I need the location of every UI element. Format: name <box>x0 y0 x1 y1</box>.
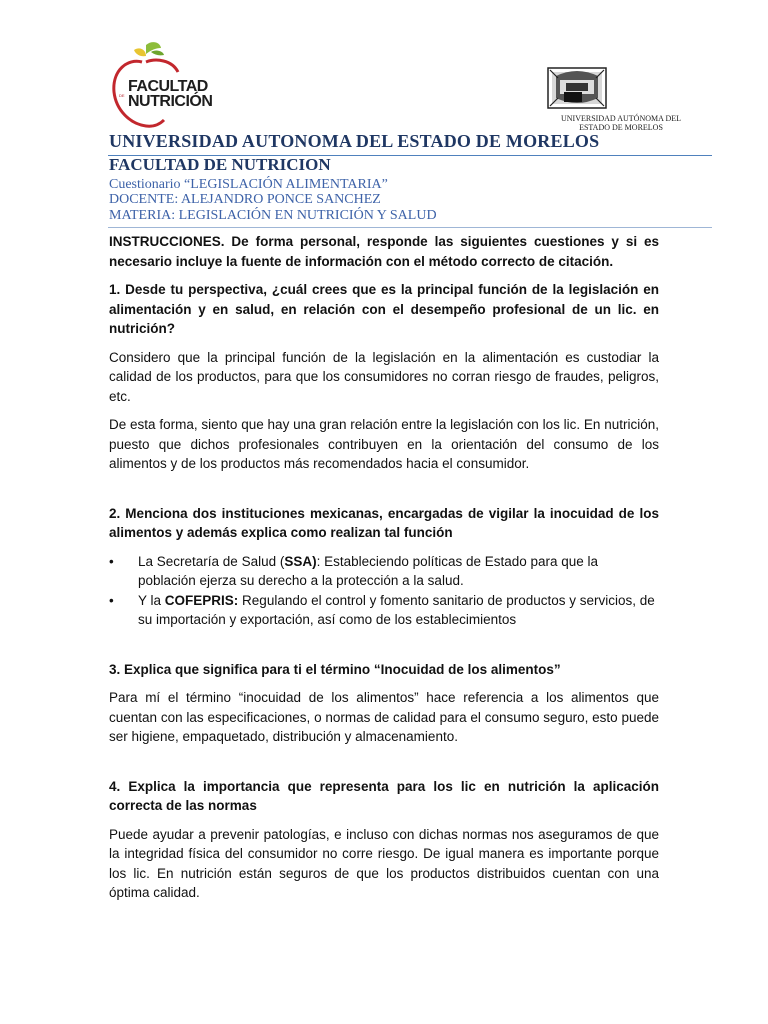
university-seal-icon <box>538 64 704 116</box>
answer-3: Para mí el término “inocuidad de los alimentos” hace referencia a los alimentos que cuentan con las especificaciones, o normas de calidad para el consumo seguro, esto puede ser higiene, empaquetado, distribución y almacenamiento. <box>109 690 659 744</box>
instructions: INSTRUCCIONES. De forma personal, responde las siguientes cuestiones y si es necesario incluye la fuente de información con el método correcto de citación. <box>109 234 659 269</box>
questionnaire-title: Cuestionario “LEGISLACIÓN ALIMENTARIA” <box>109 177 388 192</box>
question-4: 4. Explica la importancia que representa para los lic en nutrición la aplicación correcta de las normas <box>109 778 659 813</box>
bullet-icon: • <box>109 553 114 569</box>
seal-caption-2: ESTADO DE MORELOS <box>579 123 663 132</box>
question-1: 1. Desde tu perspectiva, ¿cuál crees que es la principal función de la legislación en alimentación y en salud, en relación con el desempeño profesional de un lic. en nutrición? <box>109 282 659 336</box>
logo-line-1: FACULTAD <box>128 78 208 95</box>
subject-line: MATERIA: LEGISLACIÓN EN NUTRICIÓN Y SALUD <box>109 208 437 223</box>
faculty-logo <box>106 40 212 128</box>
list-item <box>109 591 659 630</box>
bullet-1-prefix: La Secretaría de Salud ( <box>138 553 285 569</box>
bullet-2-bold: COFEPRIS: <box>164 592 239 608</box>
bullet-1-bold: SSA) <box>284 553 317 569</box>
teacher-line: DOCENTE: ALEJANDRO PONCE SANCHEZ <box>109 192 381 207</box>
university-title: UNIVERSIDAD AUTONOMA DEL ESTADO DE MORELOS <box>109 131 600 151</box>
logo-small-text: DE <box>119 93 125 98</box>
bullet-icon: • <box>109 592 114 608</box>
seal-caption-1: UNIVERSIDAD AUTÓNOMA DEL <box>561 114 681 123</box>
question-3: 3. Explica que significa para ti el término “Inocuidad de los alimentos” <box>109 661 561 677</box>
list-item <box>109 552 659 591</box>
document-body <box>109 232 659 903</box>
answer-2-list <box>109 552 659 630</box>
bullet-2-prefix: Y la <box>138 592 165 608</box>
answer-1-paragraph-1: Considero que la principal función de la legislación en la alimentación es custodiar la calidad de los productos, para que los consumidores no corran riesgo de fraudes, peligros, etc. <box>109 349 659 404</box>
bullet-2-text: Regulando el control y fomento sanitario de productos y servicios, de su importación y exportación, así como de los establecimientos <box>138 592 655 627</box>
answer-1-paragraph-2: De esta forma, siento que hay una gran relación entre la legislación con los lic. En nutrición, puesto que dichos profesionales contribuyen en la orientación del consumo de los alimentos y de los productos más recomendados hacia el consumidor. <box>109 417 659 471</box>
bullet-1-text: : Estableciendo políticas de Estado para que la población ejerza su derecho a la protección a la salud. <box>138 553 599 588</box>
university-logo <box>538 64 704 136</box>
question-2: 2. Menciona dos instituciones mexicanas, encargadas de vigilar la inocuidad de los alimentos y además explica como realizan tal función <box>109 505 659 540</box>
faculty-title: FACULTAD DE NUTRICION <box>109 155 331 174</box>
logo-line-2: NUTRICIÓN <box>128 93 213 110</box>
answer-4: Puede ayudar a prevenir patologías, e incluso con dichas normas nos aseguramos de que la integridad física del consumidor no corre riesgo. De igual manera es importante porque los lic. En nutrición están seguros de que los productos distribuidos cuentan con una óptima calidad. <box>109 826 659 900</box>
subheader-rule <box>108 227 712 228</box>
